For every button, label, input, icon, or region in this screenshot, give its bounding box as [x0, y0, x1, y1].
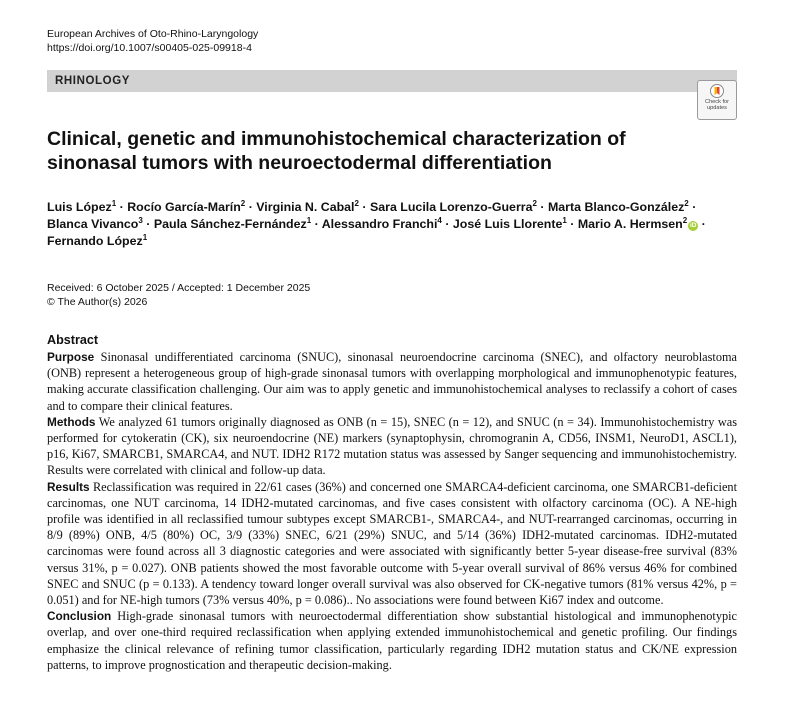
doi-link[interactable]: https://doi.org/10.1007/s00405-025-09918-4: [47, 42, 252, 54]
abstract-heading: Abstract: [47, 333, 99, 347]
author-affiliation: 4: [437, 215, 442, 225]
received-accepted-dates: Received: 6 October 2025 / Accepted: 1 December 2025: [47, 282, 311, 294]
abstract-conclusion: [47, 608, 737, 673]
author-affiliation: 2: [682, 215, 688, 225]
author-name[interactable]: Paula Sánchez-Fernández: [153, 217, 307, 231]
purpose-label: Purpose: [47, 350, 95, 364]
author-name[interactable]: Alessandro Franchi: [321, 217, 438, 231]
author-affiliation: 2: [684, 198, 689, 208]
author-affiliation: 1: [111, 198, 117, 208]
journal-header: [47, 27, 258, 55]
author-affiliation: 1: [306, 215, 312, 225]
author-name[interactable]: Virginia N. Cabal: [256, 200, 355, 214]
author-affiliation: 2: [240, 198, 246, 208]
abstract-purpose: [47, 349, 737, 414]
author-affiliation: 1: [562, 215, 567, 225]
author-affiliation: 2: [532, 198, 537, 208]
author-affiliation: 3: [138, 215, 143, 225]
purpose-text: Sinonasal undifferentiated carcinoma (SNUC), sinonasal neuroendocrine carcinoma (SNEC), and olfactory neuroblastoma (ONB) represent a heterogeneous group of high-grade sinonasal tumors with overlapping morphological and immunophenotypic features, making accurate classification challenging. Our aim was to apply genetic and immunohistochemical analyses to reclassify a cohort of cases and to compare their clinical features.: [47, 350, 738, 413]
author-name[interactable]: Sara Lucila Lorenzo-Guerra: [369, 200, 533, 214]
methods-label: Methods: [47, 414, 96, 429]
author-name[interactable]: Rocío García-Marín: [127, 200, 241, 214]
methods-text: We analyzed 61 tumors originally diagnosed as ONB (n = 15), SNEC (n = 12), and SNUC (n = 34). Immunohistochemistry was performed for cytokeratin (CK), six neuroendocrine (NE) markers (synaptophysin, chromogranin A, CD56, INSM1, NeuroD1, ASCL1), p16, Ki67, SMARCB1, SMARCA4, and NUT. IDH2 R172 mutation status was assessed by Sanger sequencing and immunohistochemistry. Results were correlated with clinical and follow-up data.: [47, 414, 737, 478]
author-name[interactable]: Marta Blanco-González: [547, 200, 685, 214]
author-affiliation: 1: [142, 232, 148, 242]
abstract-results: [47, 479, 737, 609]
author-name[interactable]: Fernando López: [47, 234, 143, 248]
abstract-section: [47, 333, 737, 673]
abstract-methods: [47, 414, 737, 479]
conclusion-label: Conclusion: [47, 609, 112, 624]
journal-name: European Archives of Oto-Rhino-Laryngology: [47, 28, 259, 40]
copyright-notice: © The Author(s) 2026: [47, 296, 148, 308]
orcid-icon[interactable]: iD: [689, 222, 697, 229]
conclusion-text: High-grade sinonasal tumors with neuroectodermal differentiation show substantial histological and immunophenotypic overlap, and over one-third required reclassification when applying extended immunohistochemical and genetic profiling. Our findings emphasize the clinical relevance of refining tumor classification, particularly regarding IDH2 mutation status and CK/NE expression patterns, to improve prognostication and therapeutic decision-making.: [47, 609, 737, 672]
check-line2: updates: [707, 105, 727, 112]
author-name[interactable]: Mario A. Hermsen: [577, 217, 683, 231]
author-name[interactable]: José Luis Llorente: [452, 217, 563, 231]
author-name[interactable]: Blanca Vivanco: [47, 217, 139, 231]
author-list: Luis López$^1$ · Rocío García-Marín$^2$ · Virginia N. Cabal$^2$ · Sara Lucila Lorenzo-Guerra$^2$ · Marta Blanco-González$^2$ · Blanca Vivanco$^3$ · Paula Sánchez-Fernández$^1$ · Alessandro Franchi$^4$ · José Luis Llorente$^1$ · Mario A. Hermsen$^2$iD · Fernando López$^1$: [47, 198, 706, 248]
section-label: RHINOLOGY: [47, 70, 737, 92]
author-affiliation: 2: [354, 198, 359, 208]
results-label: Results: [47, 479, 90, 494]
check-for-updates-button[interactable]: [697, 80, 737, 120]
results-text: Reclassification was required in 22/61 cases (36%) and concerned one SMARCA4-deficient carcinoma, one SMARCB1-deficient carcinomas, one NUT carcinoma, 14 IDH2-mutated carcinomas, and five cases consistent with olfactory carcinoma (OC). A NE-high profile was identified in all reclassified tumour subtypes except SMARCB1-, SMARCA4-, and NUT-rearranged carcinomas, occurring in 8/9 (89%) ONB, 4/5 (80%) OC, 3/9 (33%) SNEC, 6/21 (29%) SNUC, and 5/14 (36%) IDH2-mutated carcinomas. IDH2-mutated carcinomas were found across all 3 diagnostic categories and were associated with significantly better 5-year disease-free survival (83% versus 31%, p = 0.027). ONB patients showed the most favorable outcome with 5-year overall survival of 86% versus 46% for combined SNEC and SNUC (p = 0.133). A tendency toward longer overall survival was also observed for CK-negative tumors (81% versus 42%, p = 0.051) and for NE-high tumors (73% versus 40%, p = 0.086).. No associations were found between Ki67 index and outcome.: [47, 479, 737, 608]
author-name[interactable]: Luis López: [47, 200, 112, 214]
article-history: [47, 281, 310, 309]
check-line1: Check for: [705, 99, 729, 105]
article-title: Clinical, genetic and immunohistochemical characterization of sinonasal tumors with neuroectodermal differentiation: [47, 128, 626, 174]
bookmark-icon: [710, 84, 724, 98]
